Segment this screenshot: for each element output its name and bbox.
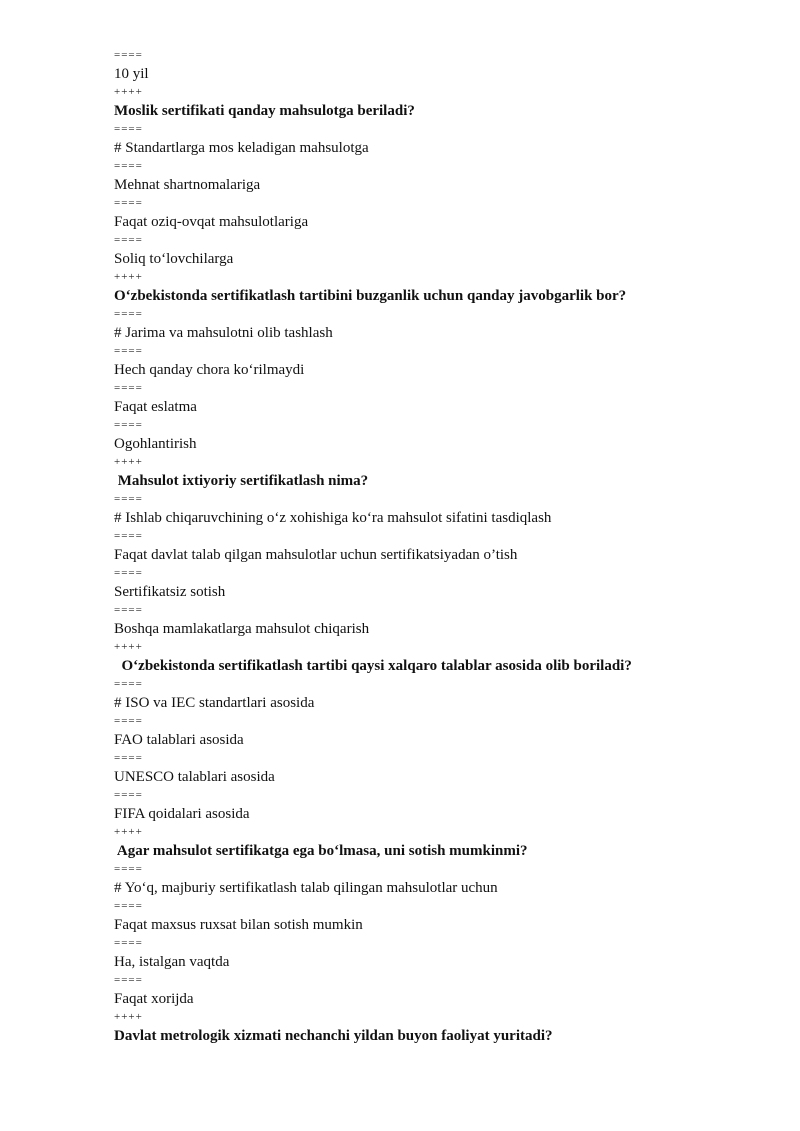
answer-separator: ==== [114, 123, 143, 135]
answer-option-text: Ha, istalgan vaqtda [114, 953, 230, 970]
answer-separator: ==== [114, 308, 143, 320]
question-separator: ++++ [114, 86, 143, 98]
answer-option-text: Faqat oziq-ovqat mahsulotlariga [114, 213, 309, 230]
answer-option-text: Ogohlantirish [114, 435, 197, 452]
answer-separator: ==== [114, 900, 143, 912]
answer-separator: ==== [114, 937, 143, 949]
question-separator: ++++ [114, 271, 143, 283]
question-text: Agar mahsulot sertifikatga ega bo‘lmasa, uni sotish mumkinmi? [114, 842, 528, 859]
answer-option-text: UNESCO talablari asosida [114, 768, 275, 785]
answer-option-text: Faqat maxsus ruxsat bilan sotish mumkin [114, 916, 363, 933]
question-text: O‘zbekistonda sertifikatlash tartibini buzganlik uchun qanday javobgarlik bor? [114, 287, 627, 304]
answer-separator: ==== [114, 678, 143, 690]
question-text: Davlat metrologik xizmati nechanchi yildan buyon faoliyat yuritadi? [114, 1027, 553, 1044]
answer-separator: ==== [114, 197, 143, 209]
question-text: Moslik sertifikati qanday mahsulotga beriladi? [114, 102, 415, 119]
answer-separator: ==== [114, 382, 143, 394]
answer-option-text: Sertifikatsiz sotish [114, 583, 226, 600]
correct-answer-text: # Ishlab chiqaruvchining o‘z xohishiga ko‘ra mahsulot sifatini tasdiqlash [114, 509, 552, 526]
question-separator: ++++ [114, 641, 143, 653]
answer-separator: ==== [114, 49, 143, 61]
answer-separator: ==== [114, 604, 143, 616]
answer-separator: ==== [114, 493, 143, 505]
answer-separator: ==== [114, 345, 143, 357]
answer-separator: ==== [114, 234, 143, 246]
question-separator: ++++ [114, 456, 143, 468]
answer-option-text: FIFA qoidalari asosida [114, 805, 250, 822]
answer-separator: ==== [114, 789, 143, 801]
question-text: Mahsulot ixtiyoriy sertifikatlash nima? [114, 472, 369, 489]
answer-option-text: Faqat davlat talab qilgan mahsulotlar uchun sertifikatsiyadan o’tish [114, 546, 518, 563]
answer-option-text: Faqat eslatma [114, 398, 197, 415]
question-text: O‘zbekistonda sertifikatlash tartibi qaysi xalqaro talablar asosida olib boriladi? [114, 657, 632, 674]
answer-separator: ==== [114, 974, 143, 986]
correct-answer-text: # Yo‘q, majburiy sertifikatlash talab qilingan mahsulotlar uchun [114, 879, 498, 896]
answer-option-text: Soliq to‘lovchilarga [114, 250, 234, 267]
answer-option-text: FAO talablari asosida [114, 731, 244, 748]
answer-separator: ==== [114, 715, 143, 727]
answer-separator: ==== [114, 530, 143, 542]
question-separator: ++++ [114, 1011, 143, 1023]
answer-separator: ==== [114, 419, 143, 431]
answer-separator: ==== [114, 160, 143, 172]
answer-option-text: Mehnat shartnomalariga [114, 176, 261, 193]
answer-separator: ==== [114, 863, 143, 875]
answer-separator: ==== [114, 567, 143, 579]
correct-answer-text: # Jarima va mahsulotni olib tashlash [114, 324, 333, 341]
correct-answer-text: # ISO va IEC standartlari asosida [114, 694, 315, 711]
question-separator: ++++ [114, 826, 143, 838]
answer-option-text: 10 yil [114, 65, 149, 82]
answer-option-text: Hech qanday chora ko‘rilmaydi [114, 361, 305, 378]
answer-option-text: Boshqa mamlakatlarga mahsulot chiqarish [114, 620, 370, 637]
document-page [114, 46, 714, 1045]
answer-option-text: Faqat xorijda [114, 990, 194, 1007]
correct-answer-text: # Standartlarga mos keladigan mahsulotga [114, 139, 369, 156]
answer-separator: ==== [114, 752, 143, 764]
